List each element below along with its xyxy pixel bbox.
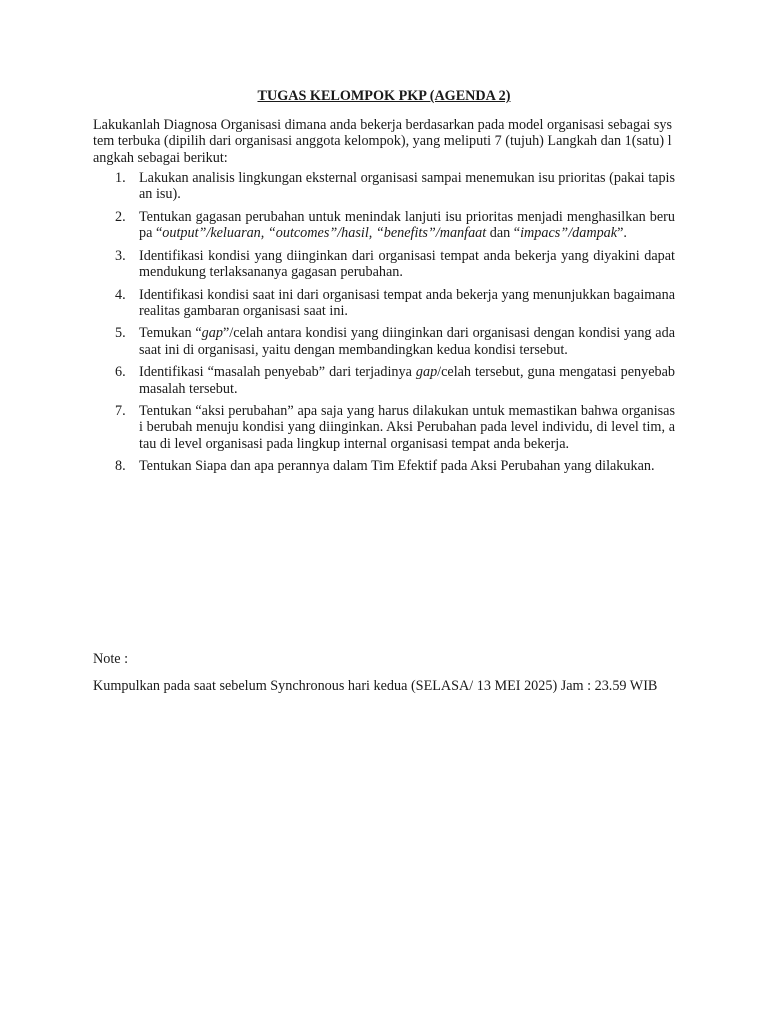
intro-paragraph: Lakukanlah Diagnosa Organisasi dimana anda bekerja berdasarkan pada model organisasi sebagai system terbuka (dipilih dari organisasi anggota kelompok), yang meliputi 7 (tujuh) Langkah dan 1(satu) langkah sebagai berikut: bbox=[93, 117, 672, 166]
list-item-text: ”/celah antara kondisi yang diinginkan dari organisasi dengan kondisi yang ada saat ini di organisasi, yaitu dengan membandingkan kedua kondisi tersebut. bbox=[139, 325, 675, 358]
italic-term: gap bbox=[201, 325, 223, 342]
list-item bbox=[93, 325, 675, 357]
list-item bbox=[93, 458, 675, 474]
list-item-text: /celah tersebut, guna mengatasi penyebab masalah tersebut. bbox=[139, 364, 675, 397]
list-item-number: 7. bbox=[115, 403, 126, 420]
list-item-text: ”. bbox=[617, 224, 627, 241]
note-section bbox=[93, 651, 675, 694]
document-page bbox=[93, 88, 675, 481]
document-title: TUGAS KELOMPOK PKP (AGENDA 2) bbox=[257, 88, 511, 104]
list-item-text: Tentukan gagasan perubahan untuk menindak lanjuti isu prioritas menjadi menghasilkan berupa “ bbox=[139, 208, 675, 241]
task-list bbox=[93, 170, 675, 475]
list-item bbox=[93, 209, 675, 241]
list-item-text: Tentukan “aksi perubahan” apa saja yang harus dilakukan untuk memastikan bahwa organisasi berubah menuju kondisi yang diinginkan. Aksi Perubahan pada level individu, di level tim, atau di level organisasi pada lingkup internal organisasi tempat anda bekerja. bbox=[139, 403, 675, 452]
list-item-number: 4. bbox=[115, 286, 126, 303]
list-item bbox=[93, 287, 675, 319]
list-item-number: 8. bbox=[115, 458, 126, 475]
list-item-text: Lakukan analisis lingkungan eksternal organisasi sampai menemukan isu prioritas (pakai tapisan isu). bbox=[139, 169, 675, 203]
list-item bbox=[93, 170, 675, 202]
italic-term: output”/keluaran, “outcomes”/hasil, “benefits”/manfaat bbox=[162, 224, 487, 241]
list-item-text: Identifikasi “masalah penyebab” dari terjadinya bbox=[139, 364, 416, 381]
list-item-text: Identifikasi kondisi saat ini dari organisasi tempat anda bekerja yang menunjukkan bagaimana realitas gambaran organisasi saat ini. bbox=[139, 286, 675, 319]
list-item-number: 5. bbox=[115, 325, 126, 342]
italic-term: gap bbox=[415, 364, 438, 381]
list-item-number: 6. bbox=[115, 364, 126, 381]
list-item bbox=[93, 248, 675, 280]
list-item-number: 3. bbox=[115, 247, 126, 264]
note-text: Kumpulkan pada saat sebelum Synchronous hari kedua (SELASA/ 13 MEI 2025) Jam : 23.59 WIB bbox=[93, 678, 658, 695]
list-item-number: 1. bbox=[115, 169, 126, 186]
note-label: Note : bbox=[93, 651, 129, 667]
list-item-text: Temukan “ bbox=[139, 325, 202, 342]
list-item-text: Tentukan Siapa dan apa perannya dalam Tim Efektif pada Aksi Perubahan yang dilakukan. bbox=[139, 458, 655, 475]
list-item-text: Identifikasi kondisi yang diinginkan dari organisasi tempat anda bekerja yang diyakini dapat mendukung terlaksananya gagasan perubahan. bbox=[139, 247, 675, 280]
list-item-text: dan “ bbox=[486, 224, 521, 241]
italic-term: impacs”/dampak bbox=[520, 224, 618, 241]
list-item bbox=[93, 364, 675, 396]
list-item bbox=[93, 403, 675, 452]
list-item-number: 2. bbox=[115, 208, 126, 225]
